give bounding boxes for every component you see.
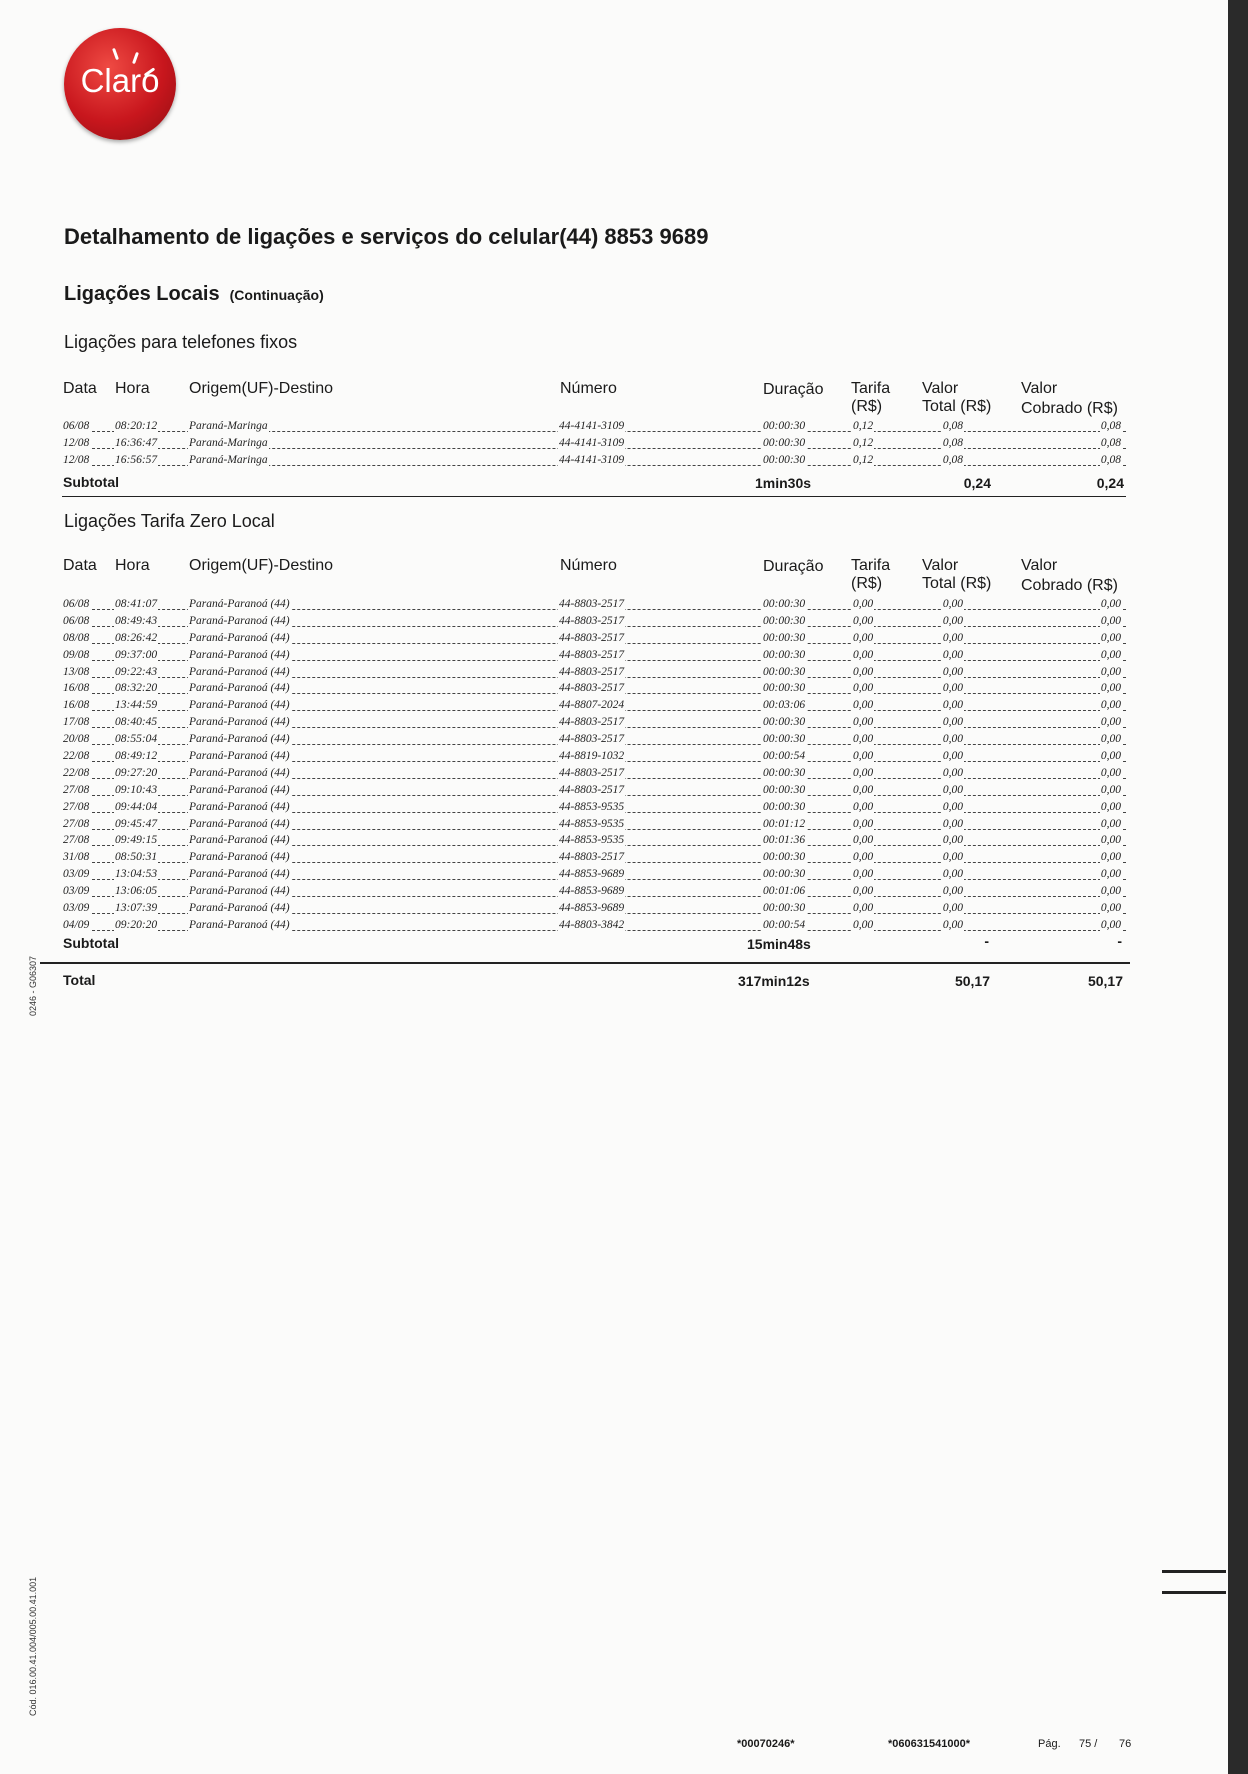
table-row xyxy=(62,817,1126,834)
cell-duracao: 00:01:06 xyxy=(763,885,806,898)
cell-origem: Paraná-Paranoá (44) xyxy=(189,716,290,729)
cell-tarifa: 0,00 xyxy=(853,851,874,864)
cell-origem: Paraná-Paranoá (44) xyxy=(189,750,290,763)
cell-valor-total: 0,00 xyxy=(942,851,963,864)
cell-duracao: 00:00:30 xyxy=(763,868,806,881)
cell-valor-total: 0,00 xyxy=(942,834,963,847)
cell-data: 09/08 xyxy=(63,648,90,661)
cell-tarifa: 0,00 xyxy=(853,648,874,661)
cell-duracao: 00:00:30 xyxy=(763,733,806,746)
cell-numero: 44-8803-2517 xyxy=(559,631,625,644)
cell-tarifa: 0,12 xyxy=(853,420,874,432)
cell-hora: 08:50:31 xyxy=(115,851,158,864)
cell-valor-total: 0,00 xyxy=(942,682,963,695)
cell-tarifa: 0,00 xyxy=(853,817,874,830)
cell-valor-cobrado: 0,00 xyxy=(1100,598,1121,610)
col-tarifa-unit: (R$) xyxy=(851,398,883,415)
cell-data: 12/08 xyxy=(63,436,90,449)
table-row xyxy=(62,614,1126,631)
cell-tarifa: 0,00 xyxy=(853,766,874,779)
cell-hora: 16:56:57 xyxy=(115,453,158,466)
cell-data: 03/09 xyxy=(63,868,90,881)
cell-tarifa: 0,00 xyxy=(853,750,874,763)
cell-hora: 09:27:20 xyxy=(115,766,158,779)
logo-text: Claro xyxy=(80,62,160,99)
table-row xyxy=(62,800,1126,817)
cell-numero: 44-8807-2024 xyxy=(559,699,625,712)
cell-duracao: 00:01:12 xyxy=(763,817,806,830)
cell-origem: Paraná-Paranoá (44) xyxy=(189,682,290,695)
table-row xyxy=(62,631,1126,648)
fixos-table xyxy=(62,419,1126,470)
cell-data: 27/08 xyxy=(63,834,90,847)
cell-tarifa: 0,00 xyxy=(853,834,874,847)
col-origem: Origem(UF)-Destino xyxy=(189,380,334,397)
cell-duracao: 00:00:54 xyxy=(763,750,806,763)
cell-valor-total: 0,08 xyxy=(942,420,963,432)
cell-origem: Paraná-Paranoá (44) xyxy=(189,868,290,881)
table-row xyxy=(62,749,1126,766)
col-valor-cobrado: Valor xyxy=(1021,380,1058,397)
cell-duracao: 00:00:30 xyxy=(763,665,806,678)
cell-valor-total: 0,00 xyxy=(942,783,963,796)
cell-valor-total: 0,08 xyxy=(942,436,963,449)
cell-origem: Paraná-Paranoá (44) xyxy=(189,851,290,864)
scan-edge xyxy=(1228,0,1248,1774)
cell-valor-total: 0,00 xyxy=(942,817,963,830)
cell-origem: Paraná-Paranoá (44) xyxy=(189,766,290,779)
cell-data: 20/08 xyxy=(63,733,90,746)
cell-data: 27/08 xyxy=(63,817,90,830)
cell-valor-cobrado: 0,00 xyxy=(1100,834,1121,847)
cell-hora: 16:36:47 xyxy=(115,436,158,449)
cell-tarifa: 0,00 xyxy=(853,614,874,627)
cell-valor-total: 0,00 xyxy=(942,902,963,915)
table-row xyxy=(62,436,1126,453)
cell-origem: Paraná-Paranoá (44) xyxy=(189,834,290,847)
cell-numero: 44-8803-2517 xyxy=(559,648,625,661)
cell-data: 17/08 xyxy=(63,716,90,729)
cell-tarifa: 0,00 xyxy=(853,716,874,729)
cell-hora: 13:04:53 xyxy=(115,868,158,881)
cell-numero: 44-8853-9535 xyxy=(559,817,625,830)
cell-numero: 44-8803-2517 xyxy=(559,716,625,729)
cell-origem: Paraná-Paranoá (44) xyxy=(189,902,290,915)
total-valor-cobrado: 50,17 xyxy=(1087,973,1123,989)
cell-valor-cobrado: 0,00 xyxy=(1100,902,1121,915)
table-row xyxy=(62,453,1126,470)
cell-origem: Paraná-Paranoá (44) xyxy=(189,885,290,898)
cell-hora: 09:37:00 xyxy=(115,648,158,661)
cell-valor-total: 0,00 xyxy=(942,885,963,898)
col-hora: Hora xyxy=(115,380,150,397)
cell-origem: Paraná-Paranoá (44) xyxy=(189,648,290,661)
cell-valor-cobrado: 0,00 xyxy=(1100,733,1121,746)
table-row xyxy=(62,648,1126,665)
page-title: Detalhamento de ligações e serviços do celular(44) 8853 9689 xyxy=(64,224,709,249)
cell-tarifa: 0,00 xyxy=(853,699,874,712)
cell-duracao: 00:00:54 xyxy=(763,918,806,931)
cell-numero: 44-4141-3109 xyxy=(559,420,625,432)
cell-numero: 44-8853-9689 xyxy=(559,885,625,898)
tarifa-zero-table xyxy=(62,597,1126,935)
cell-numero: 44-8803-2517 xyxy=(559,766,625,779)
table-row xyxy=(62,833,1126,850)
cell-numero: 44-8853-9535 xyxy=(559,800,625,813)
cell-valor-total: 0,00 xyxy=(942,733,963,746)
cell-valor-cobrado: 0,00 xyxy=(1100,885,1121,898)
cell-hora: 08:32:20 xyxy=(115,682,158,695)
cell-numero: 44-4141-3109 xyxy=(559,436,625,449)
cell-numero: 44-4141-3109 xyxy=(559,453,625,466)
cell-valor-cobrado: 0,00 xyxy=(1100,918,1121,931)
cell-tarifa: 0,00 xyxy=(853,868,874,881)
fixos-title: Ligações para telefones fixos xyxy=(64,332,298,352)
cell-tarifa: 0,00 xyxy=(853,733,874,746)
col-tarifa: Tarifa xyxy=(851,380,891,397)
cell-origem: Paraná-Paranoá (44) xyxy=(189,598,290,610)
total-valor-total: 50,17 xyxy=(954,973,990,989)
table-row xyxy=(62,681,1126,698)
cell-hora: 08:49:43 xyxy=(115,614,158,627)
cell-data: 06/08 xyxy=(63,420,90,432)
cell-duracao: 00:00:30 xyxy=(763,420,806,432)
cell-data: 13/08 xyxy=(63,665,90,678)
cell-duracao: 00:00:30 xyxy=(763,598,806,610)
cell-duracao: 00:00:30 xyxy=(763,436,806,449)
cell-data: 22/08 xyxy=(63,750,90,763)
cell-origem: Paraná-Maringa xyxy=(189,420,268,432)
cell-tarifa: 0,00 xyxy=(853,783,874,796)
cell-hora: 08:41:07 xyxy=(115,598,158,610)
cell-hora: 09:49:15 xyxy=(115,834,158,847)
cell-valor-total: 0,00 xyxy=(942,716,963,729)
cell-hora: 09:22:43 xyxy=(115,665,158,678)
cell-hora: 13:07:39 xyxy=(115,902,158,915)
cell-duracao: 00:00:30 xyxy=(763,682,806,695)
cell-origem: Paraná-Maringa xyxy=(189,436,268,449)
cell-tarifa: 0,12 xyxy=(853,453,874,466)
cell-origem: Paraná-Paranoá (44) xyxy=(189,665,290,678)
claro-logo xyxy=(64,28,176,140)
margin-code-top: 0246 - G06307 xyxy=(28,955,38,1016)
cell-valor-cobrado: 0,00 xyxy=(1100,783,1121,796)
cell-hora: 09:44:04 xyxy=(115,800,158,813)
cell-valor-cobrado: 0,00 xyxy=(1100,699,1121,712)
table-row xyxy=(62,698,1126,715)
cell-hora: 09:20:20 xyxy=(115,918,158,931)
table-row xyxy=(62,766,1126,783)
fixos-divider xyxy=(62,496,1126,497)
marker-line-1 xyxy=(1162,1570,1226,1573)
cell-numero: 44-8853-9535 xyxy=(559,834,625,847)
cell-hora: 13:06:05 xyxy=(115,885,158,898)
col-numero: Número xyxy=(560,380,617,397)
table-row xyxy=(62,884,1126,901)
cell-data: 08/08 xyxy=(63,631,90,644)
cell-valor-total: 0,00 xyxy=(942,648,963,661)
cell-valor-cobrado: 0,00 xyxy=(1100,868,1121,881)
cell-data: 22/08 xyxy=(63,766,90,779)
cell-duracao: 00:00:30 xyxy=(763,902,806,915)
cell-duracao: 00:00:30 xyxy=(763,716,806,729)
cell-valor-total: 0,00 xyxy=(942,665,963,678)
footer-page: 75 / xyxy=(1079,1738,1098,1750)
col-valor-total-unit: Total (R$) xyxy=(922,398,992,415)
cell-duracao: 00:00:30 xyxy=(763,631,806,644)
cell-tarifa: 0,00 xyxy=(853,598,874,610)
cell-data: 03/09 xyxy=(63,902,90,915)
cell-tarifa: 0,00 xyxy=(853,800,874,813)
cell-duracao: 00:01:36 xyxy=(763,834,806,847)
section-title: Ligações Locais (Continuação) xyxy=(64,283,324,305)
cell-valor-cobrado: 0,00 xyxy=(1100,631,1121,644)
cell-duracao: 00:00:30 xyxy=(763,783,806,796)
cell-hora: 09:45:47 xyxy=(115,817,158,830)
cell-duracao: 00:03:06 xyxy=(763,699,806,712)
table-row xyxy=(62,665,1126,682)
cell-numero: 44-8803-2517 xyxy=(559,783,625,796)
cell-numero: 44-8803-2517 xyxy=(559,851,625,864)
table-row xyxy=(62,918,1126,935)
cell-hora: 08:55:04 xyxy=(115,733,158,746)
cell-duracao: 00:00:30 xyxy=(763,614,806,627)
cell-data: 04/09 xyxy=(63,918,90,931)
cell-origem: Paraná-Paranoá (44) xyxy=(189,631,290,644)
cell-numero: 44-8803-2517 xyxy=(559,733,625,746)
cell-numero: 44-8853-9689 xyxy=(559,902,625,915)
margin-code-bottom: Cód. 016.00.41.004/005.00.41.001 xyxy=(28,1576,38,1716)
cell-tarifa: 0,00 xyxy=(853,665,874,678)
cell-valor-cobrado: 0,00 xyxy=(1100,851,1121,864)
cell-valor-total: 0,00 xyxy=(942,699,963,712)
cell-valor-total: 0,00 xyxy=(942,631,963,644)
cell-valor-cobrado: 0,00 xyxy=(1100,800,1121,813)
cell-tarifa: 0,00 xyxy=(853,631,874,644)
footer-code-1: *00070246* xyxy=(737,1738,795,1750)
col-data: Data xyxy=(63,380,97,397)
table-row xyxy=(62,783,1126,800)
table-row xyxy=(62,597,1126,614)
cell-numero: 44-8853-9689 xyxy=(559,868,625,881)
total-label: Total xyxy=(63,972,96,988)
cell-valor-cobrado: 0,00 xyxy=(1100,817,1121,830)
cell-valor-total: 0,00 xyxy=(942,868,963,881)
cell-duracao: 00:00:30 xyxy=(763,800,806,813)
total-divider xyxy=(40,962,1130,964)
cell-numero: 44-8803-2517 xyxy=(559,598,625,610)
cell-valor-total: 0,08 xyxy=(942,453,963,466)
cell-valor-cobrado: 0,00 xyxy=(1100,614,1121,627)
cell-duracao: 00:00:30 xyxy=(763,766,806,779)
cell-data: 06/08 xyxy=(63,598,90,610)
cell-numero: 44-8803-2517 xyxy=(559,665,625,678)
cell-valor-cobrado: 0,00 xyxy=(1100,648,1121,661)
col-valor-total: Valor xyxy=(922,380,959,397)
cell-valor-cobrado: 0,00 xyxy=(1100,750,1121,763)
cell-valor-total: 0,00 xyxy=(942,800,963,813)
section-note: (Continuação) xyxy=(229,287,324,303)
cell-valor-cobrado: 0,00 xyxy=(1100,682,1121,695)
cell-origem: Paraná-Paranoá (44) xyxy=(189,800,290,813)
cell-tarifa: 0,00 xyxy=(853,885,874,898)
cell-valor-cobrado: 0,00 xyxy=(1100,665,1121,678)
cell-valor-total: 0,00 xyxy=(942,750,963,763)
cell-valor-total: 0,00 xyxy=(942,614,963,627)
table-row xyxy=(62,901,1126,918)
cell-tarifa: 0,00 xyxy=(853,682,874,695)
cell-data: 27/08 xyxy=(63,800,90,813)
total-duracao: 317min12s xyxy=(738,973,810,989)
footer-pages: 76 xyxy=(1119,1738,1132,1750)
cell-hora: 08:20:12 xyxy=(115,420,158,432)
cell-origem: Paraná-Paranoá (44) xyxy=(189,614,290,627)
cell-data: 31/08 xyxy=(63,851,90,864)
cell-numero: 44-8803-3842 xyxy=(559,918,625,931)
cell-origem: Paraná-Paranoá (44) xyxy=(189,817,290,830)
cell-duracao: 00:00:30 xyxy=(763,453,806,466)
cell-data: 16/08 xyxy=(63,682,90,695)
cell-valor-cobrado: 0,08 xyxy=(1100,453,1121,466)
cell-valor-cobrado: 0,08 xyxy=(1100,436,1121,449)
cell-valor-cobrado: 0,00 xyxy=(1100,766,1121,779)
cell-numero: 44-8819-1032 xyxy=(559,750,625,763)
tarifa-zero-title: Ligações Tarifa Zero Local xyxy=(64,511,275,531)
cell-origem: Paraná-Paranoá (44) xyxy=(189,783,290,796)
cell-data: 16/08 xyxy=(63,699,90,712)
table-row xyxy=(62,419,1126,436)
cell-valor-total: 0,00 xyxy=(942,766,963,779)
cell-data: 12/08 xyxy=(63,453,90,466)
footer-code-2: *060631541000* xyxy=(888,1738,970,1750)
cell-data: 03/09 xyxy=(63,885,90,898)
cell-origem: Paraná-Paranoá (44) xyxy=(189,699,290,712)
cell-origem: Paraná-Paranoá (44) xyxy=(189,918,290,931)
table-row xyxy=(62,732,1126,749)
cell-hora: 09:10:43 xyxy=(115,783,158,796)
table-row xyxy=(62,715,1126,732)
cell-origem: Paraná-Paranoá (44) xyxy=(189,733,290,746)
cell-valor-total: 0,00 xyxy=(942,918,963,931)
cell-tarifa: 0,00 xyxy=(853,902,874,915)
cell-valor-cobrado: 0,00 xyxy=(1100,716,1121,729)
cell-hora: 13:44:59 xyxy=(115,699,158,712)
cell-hora: 08:49:12 xyxy=(115,750,158,763)
cell-hora: 08:40:45 xyxy=(115,716,158,729)
table-row xyxy=(62,850,1126,867)
cell-numero: 44-8803-2517 xyxy=(559,682,625,695)
cell-valor-total: 0,00 xyxy=(942,598,963,610)
cell-duracao: 00:00:30 xyxy=(763,851,806,864)
cell-duracao: 00:00:30 xyxy=(763,648,806,661)
cell-data: 06/08 xyxy=(63,614,90,627)
marker-line-2 xyxy=(1162,1591,1226,1594)
cell-tarifa: 0,00 xyxy=(853,918,874,931)
cell-numero: 44-8803-2517 xyxy=(559,614,625,627)
col-duracao: Duração xyxy=(763,381,824,398)
cell-valor-cobrado: 0,08 xyxy=(1100,420,1121,432)
footer-page-label: Pág. xyxy=(1038,1738,1061,1750)
col-valor-cobrado-unit: Cobrado (R$) xyxy=(1021,400,1118,417)
cell-tarifa: 0,12 xyxy=(853,436,874,449)
table-row xyxy=(62,867,1126,884)
cell-data: 27/08 xyxy=(63,783,90,796)
cell-hora: 08:26:42 xyxy=(115,631,158,644)
cell-origem: Paraná-Maringa xyxy=(189,453,268,466)
